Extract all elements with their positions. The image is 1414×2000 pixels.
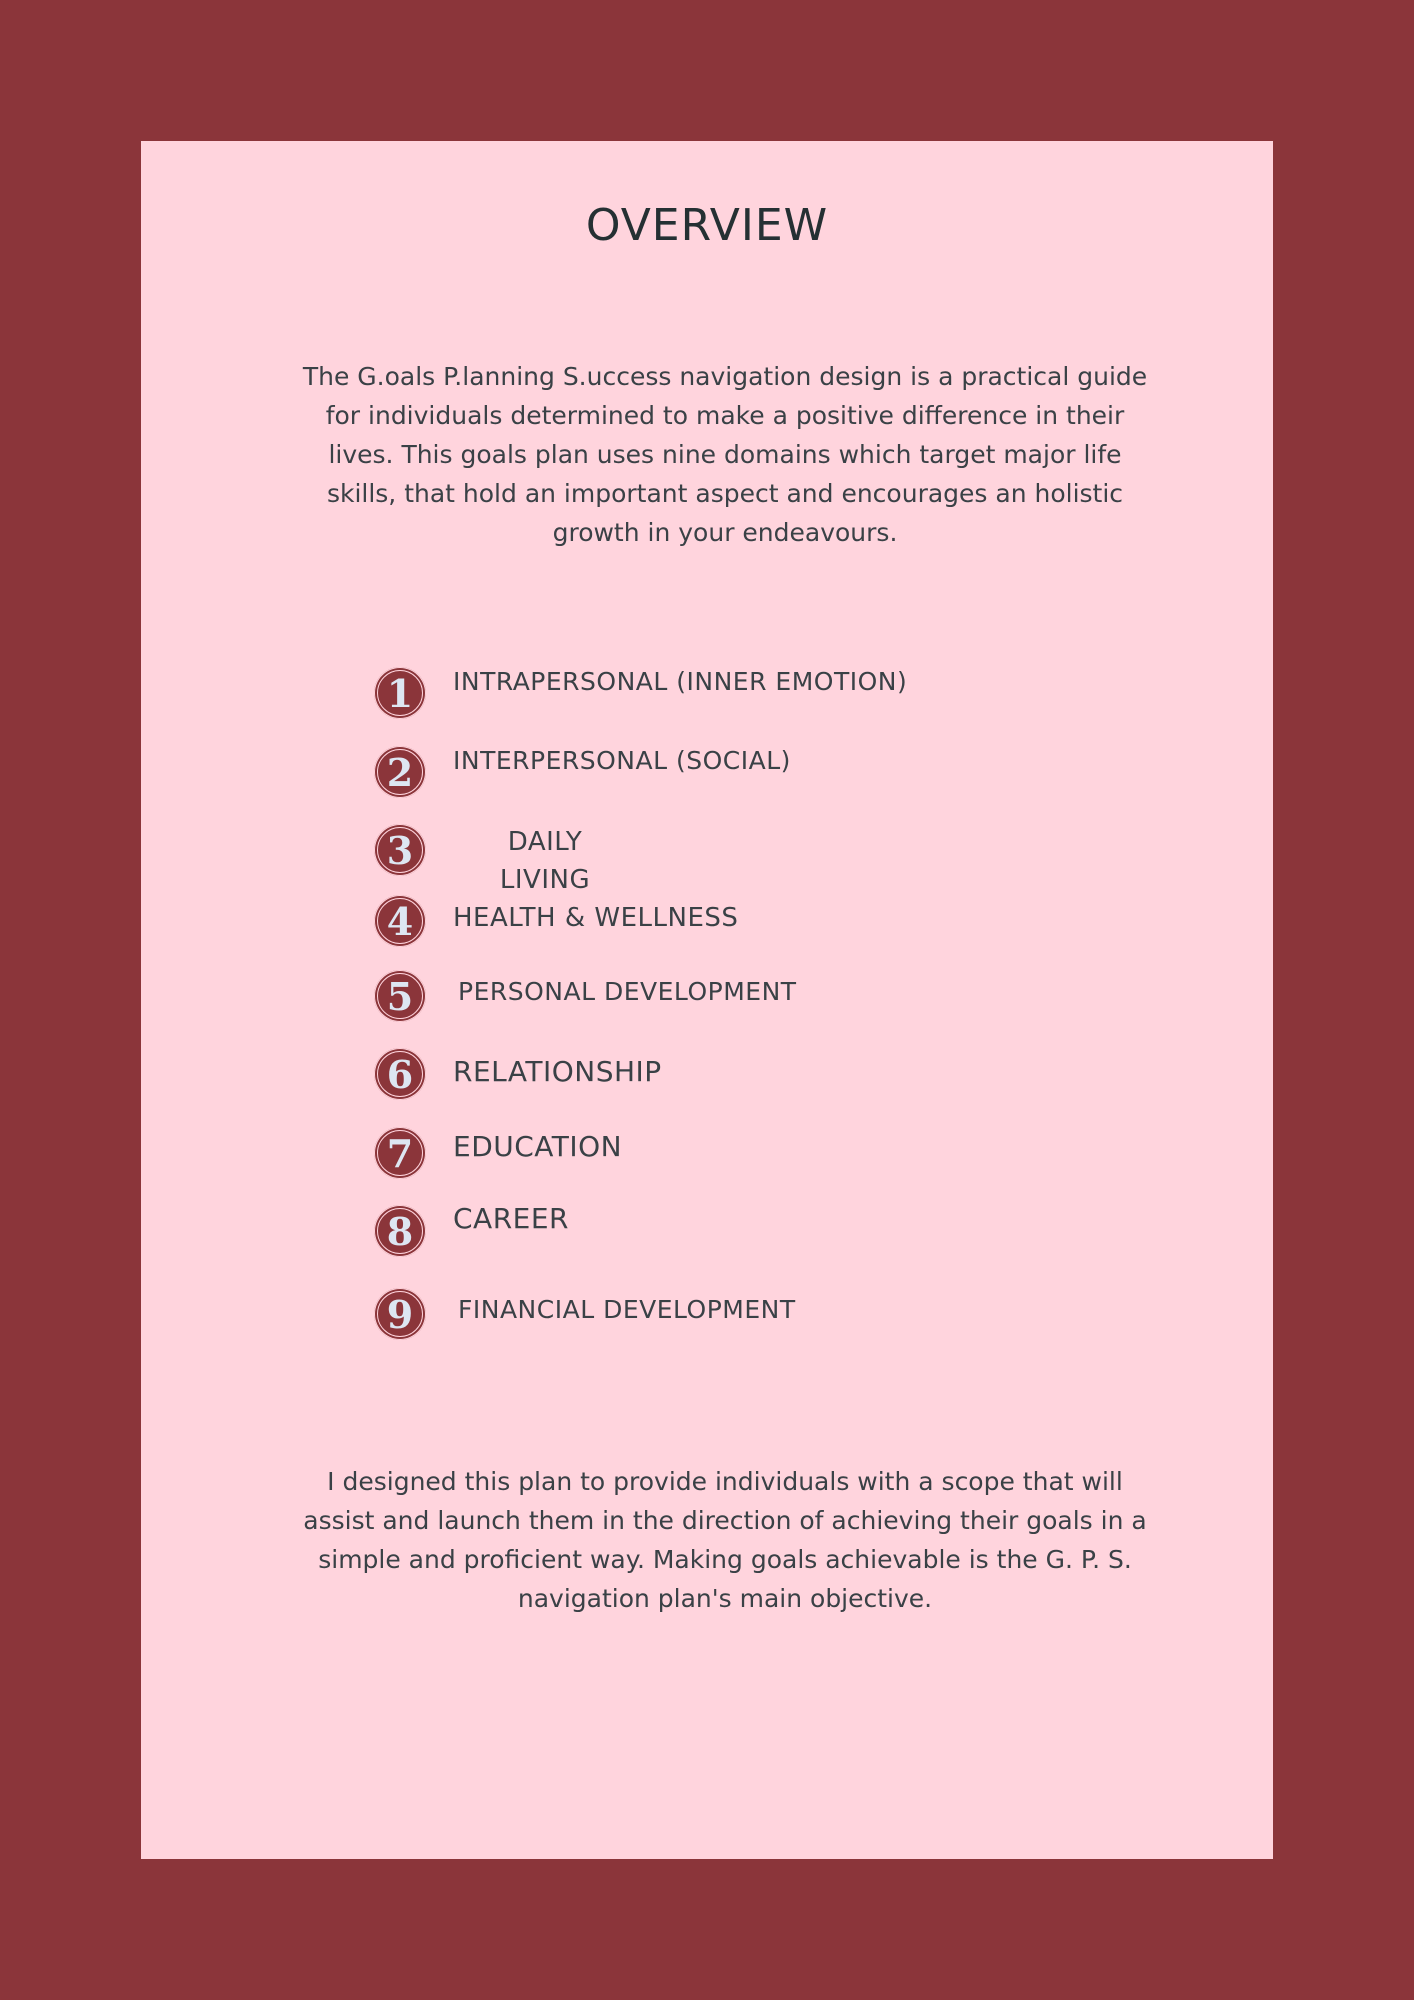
domain-label: RELATIONSHIP — [453, 1055, 662, 1088]
domain-number: 2 — [386, 750, 414, 795]
domain-number: 6 — [386, 1052, 414, 1097]
domain-number: 9 — [386, 1292, 414, 1337]
domain-number: 5 — [386, 974, 414, 1019]
domain-number: 7 — [386, 1131, 414, 1176]
domain-label: FINANCIAL DEVELOPMENT — [458, 1295, 796, 1324]
domain-label: DAILY LIVING — [499, 827, 591, 895]
domain-number-badge — [374, 970, 426, 1022]
closing-paragraph: I designed this plan to provide individuals with a scope that will assist and launch them in the direction of achieving their goals in a simple and proficient way. Making goals achievable is the G. P. S. navigation plan's main objective. — [303, 1467, 1147, 1613]
domain-number-badge — [374, 667, 426, 719]
page-title: OVERVIEW — [585, 200, 829, 251]
domain-label: HEALTH & WELLNESS — [453, 903, 739, 933]
domain-number: 8 — [386, 1209, 414, 1254]
domain-number-badge — [374, 895, 426, 947]
domain-number-badge — [374, 1048, 426, 1100]
domain-label: INTERPERSONAL (SOCIAL) — [453, 746, 791, 775]
domain-number: 1 — [386, 671, 414, 716]
intro-paragraph: The G.oals P.lanning S.uccess navigation design is a practical guide for individuals determined to make a positive difference in their lives. This goals plan uses nine domains which target major life skills, that hold an important aspect and encourages an holistic growth in your endeavours. — [302, 362, 1148, 547]
domain-label: PERSONAL DEVELOPMENT — [458, 977, 797, 1006]
domain-label: INTRAPERSONAL (INNER EMOTION) — [453, 667, 908, 696]
domain-number: 4 — [386, 899, 414, 944]
domain-number-badge — [374, 1205, 426, 1257]
domain-number-badge — [374, 1127, 426, 1179]
domain-number-badge — [374, 746, 426, 798]
domain-label: CAREER — [453, 1202, 569, 1235]
domain-number: 3 — [386, 828, 414, 873]
domain-label: EDUCATION — [453, 1130, 623, 1163]
domain-number-badge — [374, 824, 426, 876]
domain-number-badge — [374, 1288, 426, 1340]
